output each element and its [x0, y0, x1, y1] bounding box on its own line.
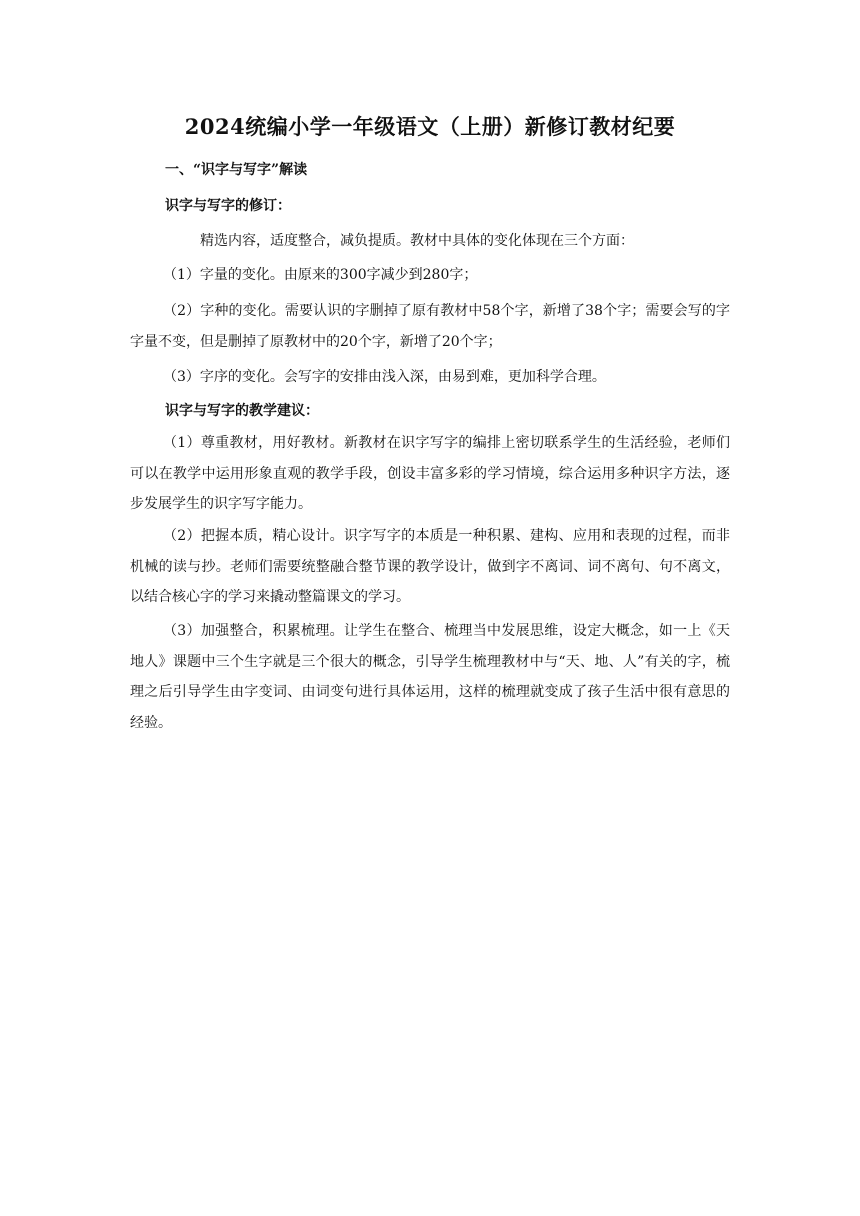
revision-intro: 精选内容，适度整合，减负提质。教材中具体的变化体现在三个方面： — [200, 233, 634, 249]
document-title: 2024统编小学一年级语文（上册）新修订教材纪要 — [184, 114, 676, 139]
revision-item-3: （3）字序的变化。会写字的安排由浅入深，由易到难，更加科学合理。 — [163, 369, 606, 385]
suggestion-item-2: （2）把握本质，精心设计。识字写字的本质是一种积累、建构、应用和表现的过程，而非机械的读与抄。老师们需要统整融合整节课的教学设计，做到字不离词、词不离句、句不离文，以结合核心字的学习来撬动整篇课文的学习。 — [130, 528, 730, 605]
suggestion-item-3: （3）加强整合，积累梳理。让学生在整合、梳理当中发展思维，设定大概念，如一上《天地人》课题中三个生字就是三个很大的概念，引导学生梳理教材中与“天、地、人”有关的字，梳理之后引导学生由字变词、由词变句进行具体运用，这样的梳理就变成了孩子生活中很有意思的经验。 — [130, 623, 730, 731]
revision-item-1: （1）字量的变化。由原来的300字减少到280字； — [163, 267, 478, 283]
revision-item-2: （2）字种的变化。需要认识的字删掉了原有教材中58个字，新增了38个字；需要会写的字字量不变，但是删掉了原教材中的20个字，新增了20个字； — [130, 303, 730, 350]
suggestion-heading: 识字与写字的教学建议： — [165, 403, 319, 419]
revision-heading: 识字与写字的修订： — [165, 198, 291, 214]
suggestion-item-1: （1）尊重教材，用好教材。新教材在识字写字的编排上密切联系学生的生活经验，老师们可以在教学中运用形象直观的教学手段，创设丰富多彩的学习情境，综合运用多种识字方法，逐步发展学生的识字写字能力。 — [130, 435, 730, 512]
section-heading: 一、“识字与写字”解读 — [165, 162, 308, 178]
